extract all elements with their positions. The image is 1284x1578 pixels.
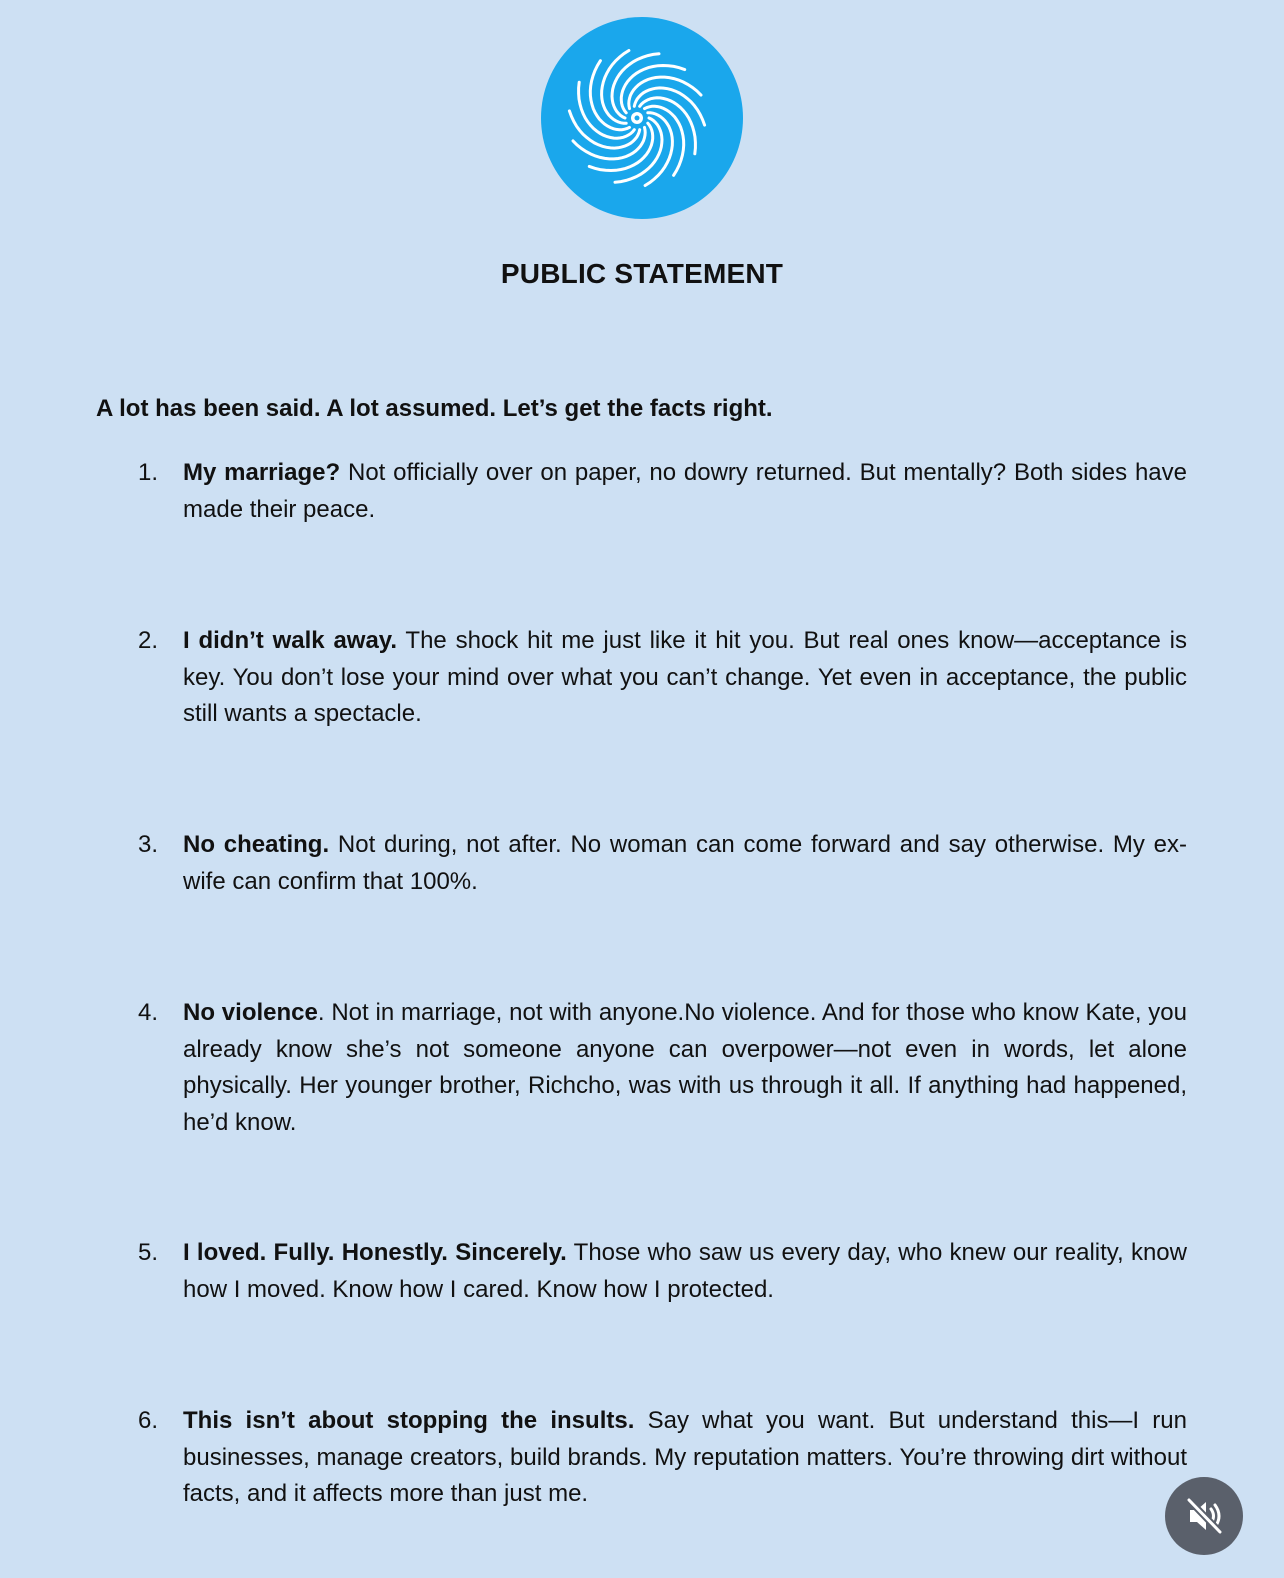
item-text <box>183 995 1187 1141</box>
item-number: 4. <box>138 999 159 1026</box>
item-heading: I loved. Fully. Honestly. Sincerely. <box>183 1239 567 1266</box>
item-body: Not officially over on paper, no dowry returned. But mentally? Both sides have made their peace. <box>183 459 1187 523</box>
item-text <box>183 827 1187 900</box>
swirl-logo-icon <box>541 17 743 219</box>
item-number: 2. <box>138 627 159 654</box>
list-item <box>138 623 1187 733</box>
item-body: Those who saw us every day, who knew our reality, know how I moved. Know how I cared. Know how I protected. <box>183 1239 1187 1303</box>
item-text <box>183 1403 1187 1513</box>
item-heading: No cheating. <box>183 831 330 858</box>
mute-button[interactable] <box>1165 1477 1243 1555</box>
item-body: Say what you want. But understand this—I run businesses, manage creators, build brands. My reputation matters. You’re throwing dirt without facts, and it affects more than just me. <box>183 1407 1187 1508</box>
list-item <box>138 827 1187 900</box>
list-item <box>138 1403 1187 1513</box>
item-body: The shock hit me just like it hit you. But real ones know—acceptance is key. You don’t lose your mind over what you can’t change. Yet even in acceptance, the public still wants a spectacle. <box>183 627 1187 728</box>
item-number: 5. <box>138 1239 159 1266</box>
item-text <box>183 455 1187 528</box>
item-body: Not during, not after. No woman can come forward and say otherwise. My ex-wife can confirm that 100%. <box>183 831 1188 895</box>
page-title: PUBLIC STATEMENT <box>500 258 784 289</box>
item-heading: My marriage? <box>183 459 341 486</box>
list-item <box>138 995 1187 1141</box>
item-heading: No violence <box>183 999 318 1026</box>
item-body: . Not in marriage, not with anyone.No violence. And for those who know Kate, you already know she’s not someone anyone can overpower—not even in words, let alone physically. Her younger brother, Richcho, was with us through it all. If anything had happened, he’d know. <box>183 999 1187 1136</box>
item-text <box>183 623 1187 733</box>
intro-heading: A lot has been said. A lot assumed. Let’s get the facts right. <box>96 395 773 422</box>
list-item <box>138 455 1187 528</box>
item-number: 1. <box>138 459 159 486</box>
item-text <box>183 1235 1187 1308</box>
item-number: 3. <box>138 831 159 858</box>
item-heading: I didn’t walk away. <box>183 627 398 654</box>
muted-speaker-icon <box>1182 1494 1226 1538</box>
list-item <box>138 1235 1187 1308</box>
item-number: 6. <box>138 1407 159 1434</box>
item-heading: This isn’t about stopping the insults. <box>183 1407 635 1434</box>
